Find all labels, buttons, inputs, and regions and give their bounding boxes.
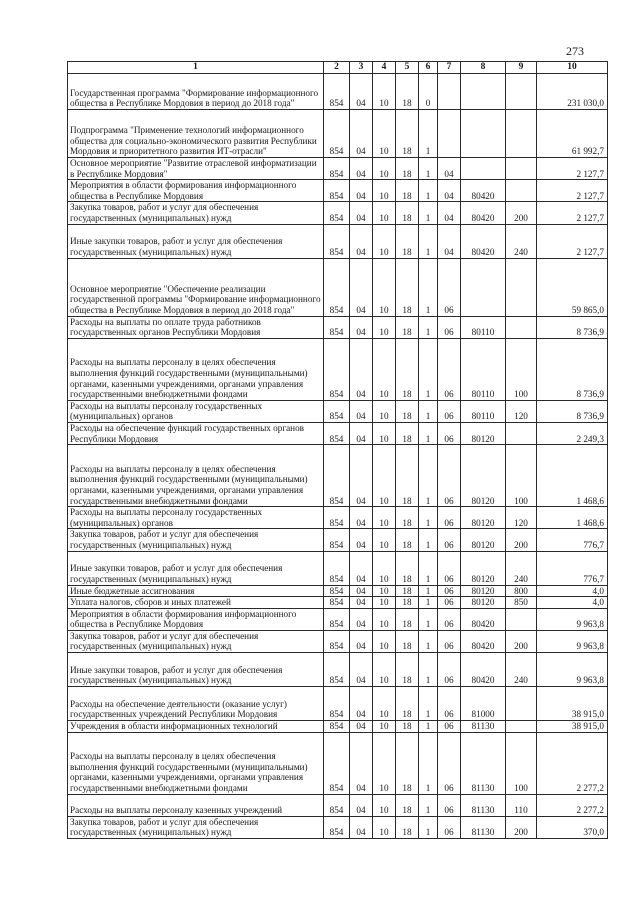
code-8: 80120	[461, 445, 506, 507]
header-row	[68, 62, 608, 74]
code-8	[461, 258, 506, 316]
code-7: 04	[438, 224, 461, 258]
code-7: 06	[438, 445, 461, 507]
code-2: 854	[324, 258, 350, 316]
code-8: 80120	[461, 597, 506, 609]
code-6: 1	[419, 597, 438, 609]
code-9: 240	[506, 653, 537, 687]
code-2: 854	[324, 202, 350, 224]
code-7: 04	[438, 180, 461, 202]
code-6: 1	[419, 507, 438, 529]
code-2: 854	[324, 74, 350, 110]
code-6: 1	[419, 687, 438, 721]
col-header: 3	[350, 62, 373, 74]
code-2: 854	[324, 597, 350, 609]
code-3: 04	[350, 630, 373, 652]
table-row	[68, 258, 608, 316]
col-header: 6	[419, 62, 438, 74]
code-5: 18	[396, 721, 419, 733]
code-9: 100	[506, 338, 537, 400]
row-amount: 38 915,0	[537, 721, 608, 733]
row-name: Учреждения в области информационных технологий	[68, 721, 324, 733]
code-5: 18	[396, 608, 419, 630]
code-4: 10	[373, 816, 396, 838]
code-5: 18	[396, 110, 419, 158]
code-7: 06	[438, 316, 461, 338]
code-8: 80420	[461, 180, 506, 202]
code-3: 04	[350, 507, 373, 529]
table-row	[68, 224, 608, 258]
code-9: 240	[506, 551, 537, 585]
table-row	[68, 721, 608, 733]
code-3: 04	[350, 529, 373, 551]
code-9: 100	[506, 445, 537, 507]
code-4: 10	[373, 445, 396, 507]
code-6: 1	[419, 258, 438, 316]
row-amount: 8 736,9	[537, 316, 608, 338]
code-5: 18	[396, 202, 419, 224]
code-4: 10	[373, 338, 396, 400]
code-9: 200	[506, 630, 537, 652]
code-7: 06	[438, 597, 461, 609]
code-8: 80420	[461, 630, 506, 652]
table-row	[68, 608, 608, 630]
code-3: 04	[350, 110, 373, 158]
code-4: 10	[373, 585, 396, 597]
code-4: 10	[373, 422, 396, 444]
code-2: 854	[324, 608, 350, 630]
code-2: 854	[324, 816, 350, 838]
code-5: 18	[396, 585, 419, 597]
code-9	[506, 110, 537, 158]
code-8: 80120	[461, 551, 506, 585]
row-name: Расходы на обеспечение функций государственных органов Республики Мордовия	[68, 422, 324, 444]
code-4: 10	[373, 224, 396, 258]
row-name: Уплата налогов, сборов и иных платежей	[68, 597, 324, 609]
code-6: 1	[419, 445, 438, 507]
code-6: 1	[419, 202, 438, 224]
row-name: Иные бюджетные ассигнования	[68, 585, 324, 597]
row-name: Закупка товаров, работ и услуг для обеспечения государственных (муниципальных) нужд	[68, 630, 324, 652]
table-body	[68, 74, 608, 839]
col-header: 9	[506, 62, 537, 74]
code-7: 06	[438, 258, 461, 316]
code-2: 854	[324, 585, 350, 597]
code-7: 06	[438, 687, 461, 721]
code-4: 10	[373, 794, 396, 816]
code-8: 80420	[461, 608, 506, 630]
code-7: 06	[438, 507, 461, 529]
code-9: 240	[506, 224, 537, 258]
code-6: 1	[419, 630, 438, 652]
code-3: 04	[350, 687, 373, 721]
code-6: 1	[419, 224, 438, 258]
code-9: 850	[506, 597, 537, 609]
table-row	[68, 529, 608, 551]
code-8: 80120	[461, 585, 506, 597]
code-5: 18	[396, 732, 419, 794]
code-2: 854	[324, 110, 350, 158]
table-row	[68, 445, 608, 507]
row-name: Расходы на выплаты персоналу государственных (муниципальных) органов	[68, 507, 324, 529]
row-amount: 2 277,2	[537, 732, 608, 794]
table-row	[68, 507, 608, 529]
code-6: 1	[419, 316, 438, 338]
code-6: 1	[419, 158, 438, 180]
col-header: 2	[324, 62, 350, 74]
row-amount: 61 992,7	[537, 110, 608, 158]
code-3: 04	[350, 551, 373, 585]
code-7: 06	[438, 732, 461, 794]
code-2: 854	[324, 551, 350, 585]
budget-table	[67, 61, 608, 839]
code-4: 10	[373, 110, 396, 158]
code-6: 1	[419, 180, 438, 202]
code-8: 80120	[461, 507, 506, 529]
code-6: 1	[419, 338, 438, 400]
row-name: Основное мероприятие "Обеспечение реализации государственной программы "Формирование информационного общества в Республике Мордовия в период до 2018 года"	[68, 258, 324, 316]
code-2: 854	[324, 445, 350, 507]
code-2: 854	[324, 224, 350, 258]
table-row	[68, 794, 608, 816]
code-9	[506, 608, 537, 630]
code-3: 04	[350, 653, 373, 687]
page-number: 273	[566, 44, 584, 58]
code-7: 04	[438, 158, 461, 180]
code-9: 200	[506, 529, 537, 551]
code-3: 04	[350, 721, 373, 733]
row-amount: 4,0	[537, 585, 608, 597]
code-7: 06	[438, 551, 461, 585]
code-4: 10	[373, 74, 396, 110]
row-amount: 370,0	[537, 816, 608, 838]
row-amount: 4,0	[537, 597, 608, 609]
row-name: Закупка товаров, работ и услуг для обеспечения государственных (муниципальных) нужд	[68, 202, 324, 224]
row-amount: 1 468,6	[537, 445, 608, 507]
table-row	[68, 630, 608, 652]
code-9	[506, 316, 537, 338]
code-7: 06	[438, 816, 461, 838]
code-6: 1	[419, 110, 438, 158]
code-8: 81130	[461, 732, 506, 794]
code-5: 18	[396, 224, 419, 258]
row-name: Расходы на выплаты персоналу в целях обеспечения выполнения функций государственными (муниципальными) органами, казенными учреждениями, органами управления государственными внебюджетными фондами	[68, 732, 324, 794]
code-5: 18	[396, 551, 419, 585]
code-7: 06	[438, 630, 461, 652]
row-name: Расходы на обеспечение деятельности (оказание услуг) государственных учреждений Республики Мордовия	[68, 687, 324, 721]
col-header: 7	[438, 62, 461, 74]
code-9	[506, 180, 537, 202]
code-4: 10	[373, 732, 396, 794]
code-8: 80110	[461, 400, 506, 422]
table-row	[68, 180, 608, 202]
code-8: 80420	[461, 653, 506, 687]
code-9: 120	[506, 507, 537, 529]
row-amount: 2 127,7	[537, 158, 608, 180]
row-amount: 59 865,0	[537, 258, 608, 316]
code-4: 10	[373, 507, 396, 529]
code-5: 18	[396, 653, 419, 687]
row-name: Иные закупки товаров, работ и услуг для обеспечения государственных (муниципальных) нужд	[68, 224, 324, 258]
code-4: 10	[373, 158, 396, 180]
row-amount: 776,7	[537, 551, 608, 585]
code-4: 10	[373, 653, 396, 687]
row-name: Иные закупки товаров, работ и услуг для обеспечения государственных (муниципальных) нужд	[68, 551, 324, 585]
code-6: 1	[419, 608, 438, 630]
code-4: 10	[373, 608, 396, 630]
row-amount: 1 468,6	[537, 507, 608, 529]
row-name: Расходы на выплаты персоналу в целях обеспечения выполнения функций государственными (муниципальными) органами, казенными учреждениями, органами управления государственными внебюджетными фондами	[68, 445, 324, 507]
code-5: 18	[396, 445, 419, 507]
code-3: 04	[350, 422, 373, 444]
row-amount: 8 736,9	[537, 338, 608, 400]
table-row	[68, 400, 608, 422]
code-2: 854	[324, 400, 350, 422]
row-name: Расходы на выплаты персоналу в целях обеспечения выполнения функций государственными (муниципальными) органами, казенными учреждениями, органами управления государственными внебюджетными фондами	[68, 338, 324, 400]
code-5: 18	[396, 507, 419, 529]
code-5: 18	[396, 338, 419, 400]
code-2: 854	[324, 732, 350, 794]
col-header: 4	[373, 62, 396, 74]
code-9: 100	[506, 732, 537, 794]
code-5: 18	[396, 630, 419, 652]
code-6: 1	[419, 794, 438, 816]
code-7: 04	[438, 202, 461, 224]
code-2: 854	[324, 687, 350, 721]
row-name: Мероприятия в области формирования информационного общества в Республике Мордовия	[68, 180, 324, 202]
code-5: 18	[396, 794, 419, 816]
code-5: 18	[396, 158, 419, 180]
table-row	[68, 74, 608, 110]
code-5: 18	[396, 816, 419, 838]
col-header: 1	[68, 62, 324, 74]
code-2: 854	[324, 794, 350, 816]
code-8: 81130	[461, 816, 506, 838]
code-2: 854	[324, 653, 350, 687]
code-4: 10	[373, 597, 396, 609]
code-5: 18	[396, 400, 419, 422]
code-4: 10	[373, 202, 396, 224]
row-name: Иные закупки товаров, работ и услуг для обеспечения государственных (муниципальных) нужд	[68, 653, 324, 687]
code-7	[438, 74, 461, 110]
code-5: 18	[396, 258, 419, 316]
table-row	[68, 338, 608, 400]
code-2: 854	[324, 338, 350, 400]
table-row	[68, 202, 608, 224]
table-row	[68, 158, 608, 180]
code-2: 854	[324, 158, 350, 180]
code-3: 04	[350, 597, 373, 609]
code-7: 06	[438, 400, 461, 422]
table-row	[68, 585, 608, 597]
table-row	[68, 732, 608, 794]
table-row	[68, 316, 608, 338]
code-6: 0	[419, 74, 438, 110]
code-3: 04	[350, 258, 373, 316]
code-4: 10	[373, 721, 396, 733]
code-5: 18	[396, 316, 419, 338]
row-amount: 2 127,7	[537, 224, 608, 258]
code-7: 06	[438, 794, 461, 816]
code-2: 854	[324, 630, 350, 652]
row-amount: 9 963,8	[537, 630, 608, 652]
code-4: 10	[373, 400, 396, 422]
code-5: 18	[396, 180, 419, 202]
code-9	[506, 422, 537, 444]
table-row	[68, 816, 608, 838]
code-3: 04	[350, 202, 373, 224]
code-6: 1	[419, 721, 438, 733]
row-amount: 9 963,8	[537, 653, 608, 687]
code-3: 04	[350, 816, 373, 838]
table-row	[68, 551, 608, 585]
code-8	[461, 74, 506, 110]
code-7: 06	[438, 529, 461, 551]
row-amount: 2 277,2	[537, 794, 608, 816]
code-4: 10	[373, 551, 396, 585]
table-row	[68, 110, 608, 158]
code-7: 06	[438, 608, 461, 630]
row-name: Основное мероприятие "Развитие отраслевой информатизации в Республике Мордовия"	[68, 158, 324, 180]
code-9: 110	[506, 794, 537, 816]
code-7: 06	[438, 422, 461, 444]
row-name: Расходы на выплаты по оплате труда работников государственных органов Республики Мордовия	[68, 316, 324, 338]
code-5: 18	[396, 529, 419, 551]
code-5: 18	[396, 422, 419, 444]
code-4: 10	[373, 180, 396, 202]
code-2: 854	[324, 422, 350, 444]
code-4: 10	[373, 258, 396, 316]
row-amount: 38 915,0	[537, 687, 608, 721]
row-amount: 2 127,7	[537, 202, 608, 224]
code-6: 1	[419, 732, 438, 794]
code-9: 200	[506, 816, 537, 838]
code-3: 04	[350, 445, 373, 507]
row-amount: 8 736,9	[537, 400, 608, 422]
code-6: 1	[419, 551, 438, 585]
code-4: 10	[373, 529, 396, 551]
code-8: 80110	[461, 316, 506, 338]
row-name: Государственная программа "Формирование информационного общества в Республике Мордовия в период до 2018 года"	[68, 74, 324, 110]
row-amount: 9 963,8	[537, 608, 608, 630]
code-3: 04	[350, 732, 373, 794]
code-3: 04	[350, 158, 373, 180]
code-3: 04	[350, 74, 373, 110]
code-3: 04	[350, 400, 373, 422]
row-name: Мероприятия в области формирования информационного общества в Республике Мордовия	[68, 608, 324, 630]
code-5: 18	[396, 597, 419, 609]
code-9: 120	[506, 400, 537, 422]
code-8: 81130	[461, 794, 506, 816]
code-9	[506, 74, 537, 110]
code-6: 1	[419, 422, 438, 444]
code-7: 06	[438, 585, 461, 597]
code-5: 18	[396, 74, 419, 110]
code-2: 854	[324, 721, 350, 733]
code-7: 06	[438, 338, 461, 400]
code-3: 04	[350, 316, 373, 338]
code-9	[506, 721, 537, 733]
col-header: 5	[396, 62, 419, 74]
code-8: 80120	[461, 422, 506, 444]
code-4: 10	[373, 687, 396, 721]
row-name: Подпрограмма "Применение технологий информационного общества для социально-экономического развития Республики Мордовия и приоритетного развития ИТ-отрасли"	[68, 110, 324, 158]
table-row	[68, 597, 608, 609]
code-9	[506, 258, 537, 316]
table-row	[68, 422, 608, 444]
row-name: Закупка товаров, работ и услуг для обеспечения государственных (муниципальных) нужд	[68, 816, 324, 838]
code-3: 04	[350, 338, 373, 400]
code-8: 81000	[461, 687, 506, 721]
table-row	[68, 687, 608, 721]
code-8: 80420	[461, 224, 506, 258]
code-7	[438, 110, 461, 158]
code-9	[506, 687, 537, 721]
code-9: 200	[506, 202, 537, 224]
code-6: 1	[419, 400, 438, 422]
code-8	[461, 158, 506, 180]
code-9: 800	[506, 585, 537, 597]
row-name: Закупка товаров, работ и услуг для обеспечения государственных (муниципальных) нужд	[68, 529, 324, 551]
code-7: 06	[438, 721, 461, 733]
code-3: 04	[350, 608, 373, 630]
code-3: 04	[350, 585, 373, 597]
code-5: 18	[396, 687, 419, 721]
code-6: 1	[419, 653, 438, 687]
row-name: Расходы на выплаты персоналу казенных учреждений	[68, 794, 324, 816]
table-row	[68, 653, 608, 687]
col-header: 8	[461, 62, 506, 74]
code-2: 854	[324, 507, 350, 529]
code-8	[461, 110, 506, 158]
row-amount: 776,7	[537, 529, 608, 551]
row-amount: 2 127,7	[537, 180, 608, 202]
code-6: 1	[419, 816, 438, 838]
row-name: Расходы на выплаты персоналу государственных (муниципальных) органов	[68, 400, 324, 422]
code-8: 80110	[461, 338, 506, 400]
row-amount: 231 030,0	[537, 74, 608, 110]
code-6: 1	[419, 585, 438, 597]
code-2: 854	[324, 316, 350, 338]
code-3: 04	[350, 794, 373, 816]
code-4: 10	[373, 630, 396, 652]
code-2: 854	[324, 180, 350, 202]
code-8: 80420	[461, 202, 506, 224]
code-8: 81130	[461, 721, 506, 733]
col-header: 10	[537, 62, 608, 74]
code-6: 1	[419, 529, 438, 551]
row-amount: 2 249,3	[537, 422, 608, 444]
code-3: 04	[350, 224, 373, 258]
code-9	[506, 158, 537, 180]
code-3: 04	[350, 180, 373, 202]
code-8: 80120	[461, 529, 506, 551]
code-2: 854	[324, 529, 350, 551]
code-7: 06	[438, 653, 461, 687]
code-4: 10	[373, 316, 396, 338]
